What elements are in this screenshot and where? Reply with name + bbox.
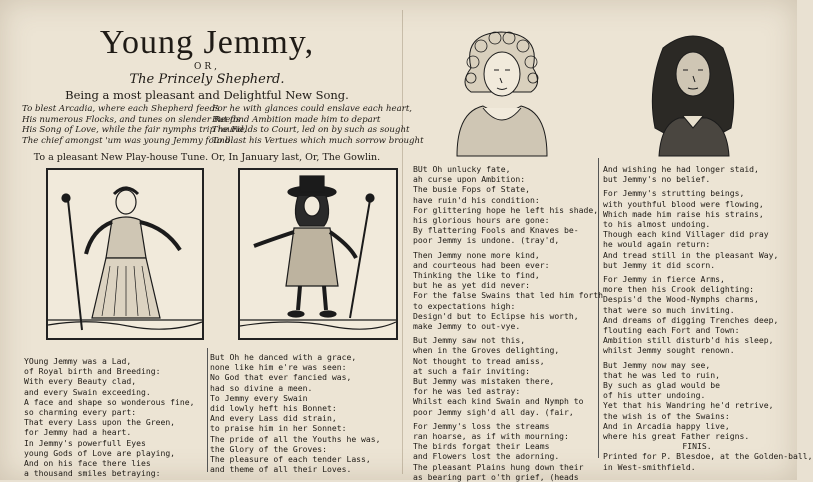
verse-line: to expectations high: xyxy=(413,300,516,311)
verse-line: In Jemmy's powerfull Eyes xyxy=(24,437,146,448)
verse-line: And in Arcadia happy live, xyxy=(603,420,730,431)
verse-line: By flattering Fools and Knaves be- xyxy=(413,225,579,236)
verse-line: And on his face there lies xyxy=(24,458,151,469)
verse-line: and Flowers lost the adorning. xyxy=(413,451,560,462)
left-page xyxy=(14,18,424,479)
verse-line: But Oh he danced with a grace, xyxy=(210,352,357,362)
verse-line: that were so much inviting. xyxy=(603,304,735,315)
verse-line: Whilst each kind Swain and Nymph to xyxy=(413,396,584,407)
woodcut-gentleman-image xyxy=(238,168,398,340)
intro-line: His numerous Flocks, and tunes on slender Reeds xyxy=(22,114,241,125)
verse-line: A face and shape so wonderous fine, xyxy=(24,396,195,407)
intro-line: His Song of Love, while the fair nymphs trip round, xyxy=(22,125,247,136)
verse-line: Which made him raise his strains, xyxy=(603,208,764,219)
verse-line: But Jemmy saw not this, xyxy=(413,335,526,346)
ballad-title: Young Jemmy, xyxy=(99,24,315,61)
verse-line: the wish is of the Swains: xyxy=(603,410,730,421)
verse-line: And every Lass did strain, xyxy=(210,413,337,424)
verse-line: his glorious hours are gone: xyxy=(413,215,550,226)
portrait-man-image xyxy=(643,28,743,158)
verse-line: The busie Fops of State, xyxy=(413,184,530,195)
verse-column-3 xyxy=(413,164,603,482)
intro-line: The Fields to Court, led on by such as sought xyxy=(212,125,410,136)
intro-line: For he with glances could enslave each heart, xyxy=(212,104,413,114)
verse-line: and courteous had been ever: xyxy=(413,259,550,270)
verse-line: so charming every part: xyxy=(24,407,137,418)
verse-line: did lowly heft his Bonnet: xyxy=(210,403,337,414)
verse-line: poor Jemmy is undone. (tray'd, xyxy=(413,235,560,246)
page-fold xyxy=(402,10,403,474)
verse-line: And tread still in the pleasant Way, xyxy=(603,249,779,260)
verse-line: and every Swain exceeding. xyxy=(24,386,151,397)
verse-line: The pride of all the Youths he was, xyxy=(210,433,381,444)
verse-line: young Gods of Love are playing, xyxy=(24,447,176,458)
verse-line: of his utter undoing. xyxy=(603,390,706,401)
verse-line: ran hoarse, as if with mourning: xyxy=(413,431,569,442)
verse-line: The birds forgat their Leams xyxy=(413,441,550,452)
ballad-subtitle: The Princely Shepherd. xyxy=(129,72,285,87)
verse-line: but Jemmy it did scorn. xyxy=(603,259,716,270)
verse-line: That every Lass upon the Green, xyxy=(24,417,176,428)
verse-line: Despis'd the Wood-Nymphs charms, xyxy=(603,294,759,305)
verse-line: poor Jemmy sigh'd all day. (fair, xyxy=(413,406,574,417)
intro-line: To blast his Vertues which much sorrow brought xyxy=(212,135,424,146)
verse-line: to praise him in her Sonnet: xyxy=(210,423,347,434)
verse-line: YOung Jemmy was a Lad, xyxy=(24,356,132,366)
verse-line: No God that ever fancied was, xyxy=(210,372,352,383)
verse-line: Though each kind Villager did pray xyxy=(603,229,769,240)
portrait-woman-image xyxy=(447,28,555,158)
verse-column-1 xyxy=(24,356,204,478)
verse-line: that he was led to ruin, xyxy=(603,369,720,380)
verse-line: And wishing he had longer staid, xyxy=(603,164,759,174)
tune-note: To a pleasant New Play-house Tune. Or, In January last, Or, The Gowlin. xyxy=(33,152,381,163)
verse-line: Not thought to tread amiss, xyxy=(413,355,545,366)
verse-line: With every Beauty clad, xyxy=(24,376,137,387)
column-rule xyxy=(207,348,208,472)
finis-mark: FINIS. xyxy=(682,441,712,452)
verse-line: had so divine a meen. xyxy=(210,382,313,393)
intro-line: But fond Ambition made him to depart xyxy=(212,114,381,125)
verse-line: as bearing part o'th grief, (heads xyxy=(413,471,579,482)
verse-line: For glittering hope he left his shade, xyxy=(413,204,599,215)
verse-line: whilst Jemmy sought renown. xyxy=(603,345,735,356)
ballad-tagline: Being a most pleasant and Delightful New Song. xyxy=(65,88,349,102)
verse-line: but he as yet did never: xyxy=(413,280,530,291)
verse-line: The pleasant Plains hung down their xyxy=(413,461,584,472)
verse-line: For Jemmy in fierce Arms, xyxy=(603,274,725,285)
intro-line: To blest Arcadia, where each Shepherd feeds xyxy=(22,104,220,114)
verse-line: Thinking the like to find, xyxy=(413,270,540,281)
verse-line: And dreams of digging Trenches deep, xyxy=(603,314,779,325)
verse-line: at such a fair inviting: xyxy=(413,365,530,376)
verse-line: none like him e're was seen: xyxy=(210,362,347,373)
verse-line: The pleasure of each tender Lass, xyxy=(210,454,371,465)
title-or: OR, xyxy=(193,62,220,72)
verse-line: in West-smithfield. xyxy=(603,461,696,472)
verse-line: For the false Swains that led him forth xyxy=(413,290,604,301)
verse-line: and theme of all their Loves. xyxy=(210,464,352,475)
verse-line: ah curse upon Ambition: xyxy=(413,174,526,185)
woodcut-lady-image xyxy=(46,168,204,340)
verse-line: for he was led astray: xyxy=(413,386,521,397)
verse-line: but Jemmy's no belief. xyxy=(603,174,711,185)
verse-line: the Glory of the Groves: xyxy=(210,443,327,454)
intro-line: The chief amongst 'um was young Jemmy found: xyxy=(22,135,234,146)
verse-line: where his great Father reigns. xyxy=(603,431,750,442)
verse-line: more then his Crook delighting: xyxy=(603,284,755,295)
verse-line: For Jemmy's strutting beings, xyxy=(603,188,745,199)
verse-line: Then Jemmy none more kind, xyxy=(413,249,540,260)
verse-line: have ruin'd his condition: xyxy=(413,194,540,205)
right-page xyxy=(405,18,813,482)
verse-line: make Jemmy to out-vye. xyxy=(413,321,521,332)
verse-line: By such as glad would be xyxy=(603,380,720,391)
verse-line: when in the Groves delighting, xyxy=(413,345,560,356)
verse-column-2 xyxy=(210,352,396,474)
verse-line: for Jemmy had a heart. xyxy=(24,427,132,438)
verse-line: Ambition still disturb'd his sleep, xyxy=(603,335,774,346)
verse-line: a thousand smiles betraying: xyxy=(24,468,161,479)
verse-line: For Jemmy's loss the streams xyxy=(413,420,550,431)
verse-line: with youthful blood were flowing, xyxy=(603,198,764,209)
verse-line: of Royal birth and Breeding: xyxy=(24,366,161,377)
verse-line: Design'd but to Eclipse his worth, xyxy=(413,310,579,321)
verse-line: to his almost undoing. xyxy=(603,219,711,230)
verse-line: flouting each Fort and Town: xyxy=(603,325,740,336)
verse-line: he would again return: xyxy=(603,239,711,250)
verse-line: Printed for P. Blesdoe, at the Golden-ball, xyxy=(603,451,813,462)
verse-line: BUt Oh unlucky fate, xyxy=(413,164,511,174)
verse-column-4 xyxy=(603,164,813,472)
verse-line: To Jemmy every Swain xyxy=(210,392,308,403)
verse-line: But Jemmy now may see, xyxy=(603,359,711,370)
verse-line: But Jemmy was mistaken there, xyxy=(413,376,555,387)
verse-line: Yet that his Wandring he'd retrive, xyxy=(603,400,774,411)
